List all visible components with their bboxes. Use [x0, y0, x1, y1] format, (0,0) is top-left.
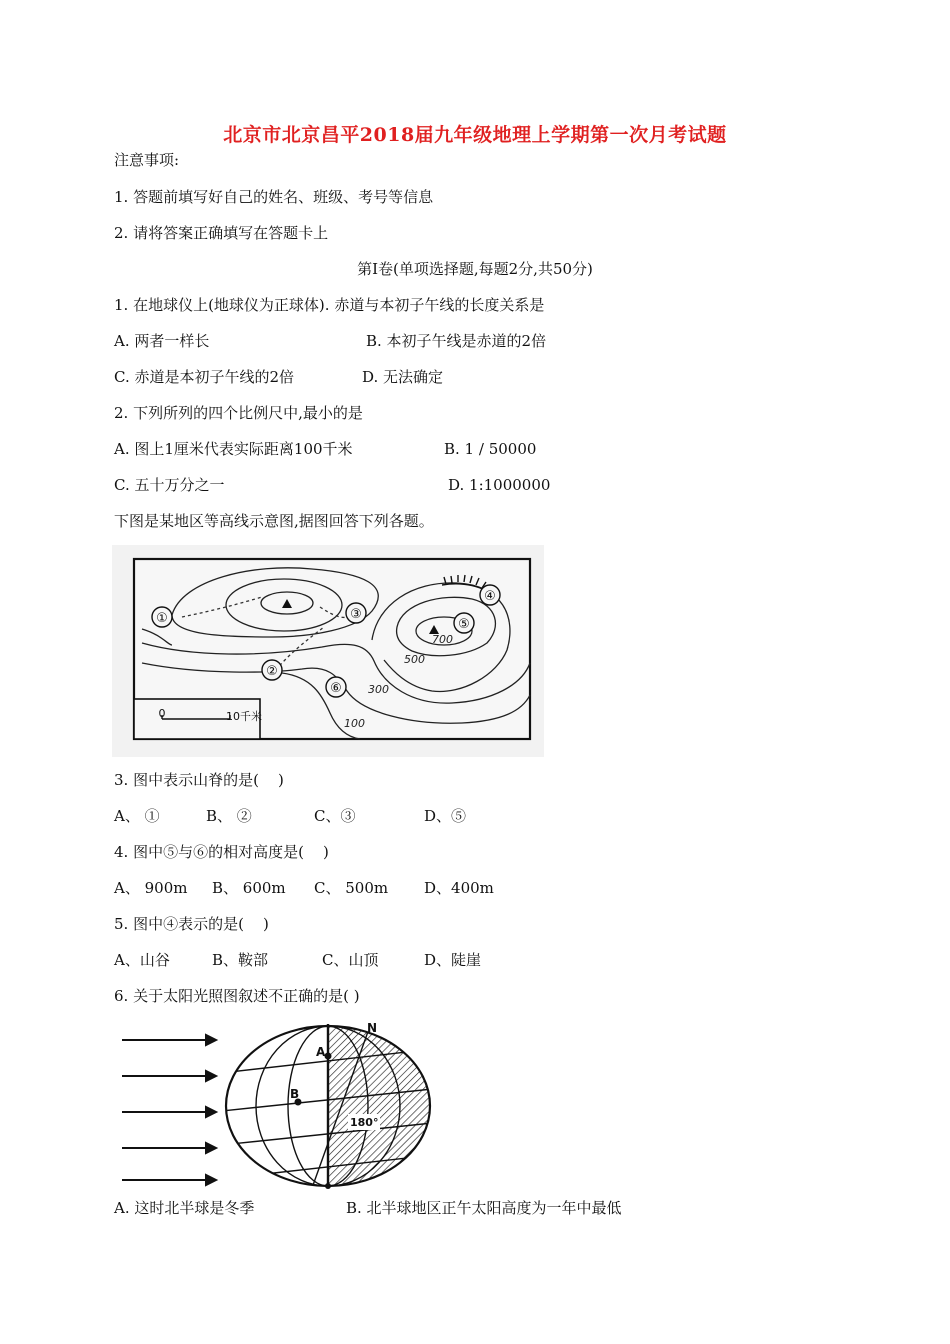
- point-a-label: A: [316, 1045, 326, 1059]
- q4-stem: 4. 图中⑤与⑥的相对高度是( ): [114, 843, 329, 861]
- contour-label-700: 700: [432, 633, 453, 646]
- marker-6: ⑥: [330, 681, 342, 696]
- contour-label-500: 500: [404, 653, 425, 666]
- q3-stem: 3. 图中表示山脊的是( ): [114, 771, 284, 789]
- q3-option-d: D、⑤: [424, 807, 467, 825]
- q6-stem: 6. 关于太阳光照图叙述不正确的是( ): [114, 987, 360, 1005]
- q4-option-a: A、 900m: [114, 879, 188, 897]
- marker-5: ⑤: [458, 617, 470, 632]
- q2-option-b: B. 1 / 50000: [444, 440, 537, 458]
- q2-option-c: C. 五十万分之一: [114, 476, 225, 494]
- point-b-label: B: [290, 1087, 300, 1101]
- note-item-1: 1. 答题前填写好自己的姓名、班级、考号等信息: [114, 188, 434, 206]
- map-intro: 下图是某地区等高线示意图,据图回答下列各题。: [114, 512, 434, 530]
- note-item-2: 2. 请将答案正确填写在答题卡上: [114, 224, 329, 242]
- q5-option-d: D、陡崖: [424, 951, 482, 969]
- scale-zero: 0: [158, 707, 166, 720]
- q3-option-b: B、 ②: [206, 807, 252, 825]
- contour-map: [112, 545, 544, 757]
- q1-option-a: A. 两者一样长: [114, 332, 210, 350]
- q3-option-c: C、③: [314, 807, 356, 825]
- q4-option-d: D、400m: [424, 879, 494, 897]
- sunlight-globe-figure: [112, 1018, 442, 1193]
- q2-option-d: D. 1:1000000: [448, 476, 551, 494]
- q6-option-a: A. 这时北半球是冬季: [114, 1199, 255, 1217]
- marker-3: ③: [350, 607, 362, 622]
- q5-option-b: B、鞍部: [212, 951, 269, 969]
- q1-option-b: B. 本初子午线是赤道的2倍: [366, 332, 547, 350]
- q1-option-d: D. 无法确定: [362, 368, 444, 386]
- marker-4: ④: [484, 589, 496, 604]
- q5-option-a: A、山谷: [114, 951, 170, 969]
- q6-options: [114, 1198, 622, 1258]
- marker-2: ②: [266, 664, 278, 679]
- notes-heading: 注意事项:: [114, 151, 180, 169]
- q1-option-c: C. 赤道是本初子午线的2倍: [114, 368, 295, 386]
- marker-1: ①: [156, 611, 168, 626]
- q5-option-c: C、山顶: [322, 951, 379, 969]
- north-label: N: [367, 1021, 378, 1035]
- q5-stem: 5. 图中④表示的是( ): [114, 915, 269, 933]
- q3-option-a: A、 ①: [114, 807, 160, 825]
- contour-label-100: 100: [344, 717, 365, 730]
- section-heading: 第Ⅰ卷(单项选择题,每题2分,共50分): [357, 260, 593, 278]
- contour-label-300: 300: [368, 683, 389, 696]
- q4-option-c: C、 500m: [314, 879, 389, 897]
- scale-label: 10千米: [226, 710, 262, 723]
- q1-stem: 1. 在地球仪上(地球仪为正球体). 赤道与本初子午线的长度关系是: [114, 296, 545, 314]
- meridian-label: 180°: [350, 1116, 379, 1129]
- q4-option-b: B、 600m: [212, 879, 286, 897]
- q2-option-a: A. 图上1厘米代表实际距离100千米: [114, 440, 353, 458]
- page-title: 北京市北京昌平2018届九年级地理上学期第一次月考试题: [223, 124, 727, 146]
- q2-stem: 2. 下列所列的四个比例尺中,最小的是: [114, 404, 363, 422]
- q6-option-b: B. 北半球地区正午太阳高度为一年中最低: [346, 1199, 622, 1217]
